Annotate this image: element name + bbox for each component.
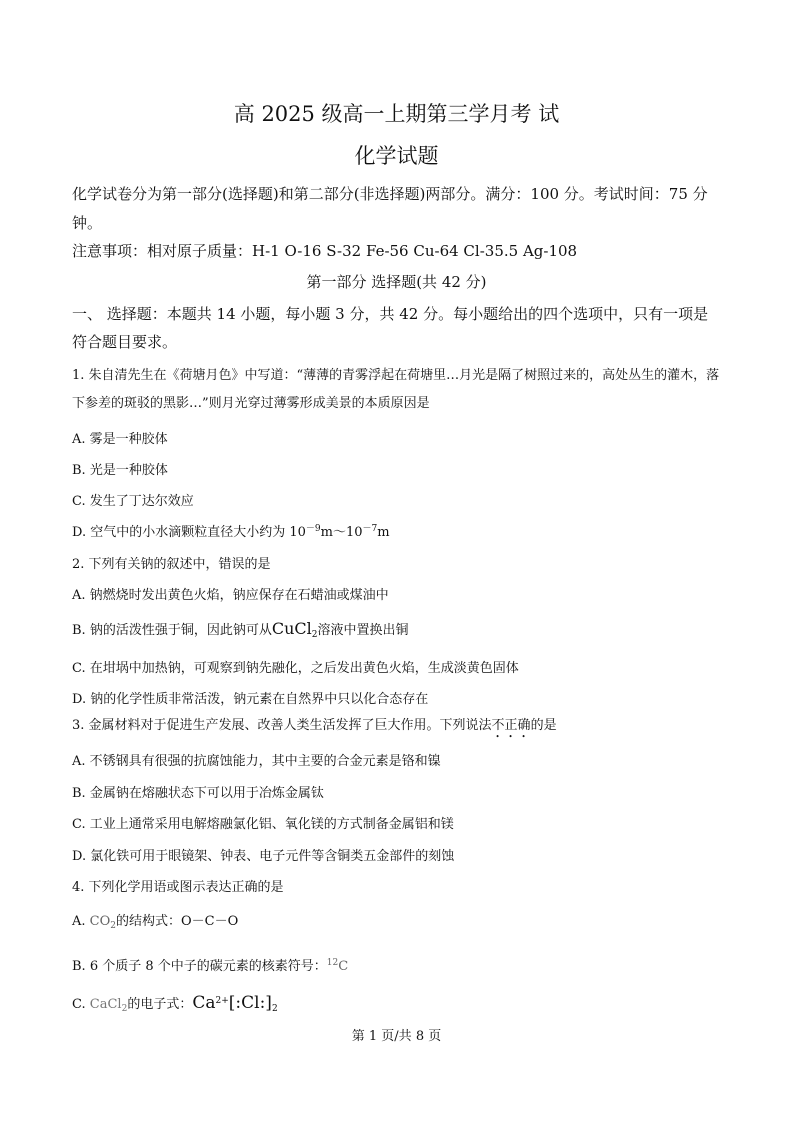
q3-option-c: C. 工业上通常采用电解熔融氯化铝、氧化镁的方式制备金属铝和镁 — [72, 817, 454, 832]
exam-subtitle: 化学试题 — [354, 144, 439, 168]
q1-option-a: A. 雾是一种胶体 — [72, 432, 168, 447]
intro-paragraph: 化学试卷分为第一部分(选择题)和第二部分(非选择题)两部分。满分：100 分。考试时间：75 分钟。 — [72, 185, 708, 232]
q2-option-d: D. 钠的化学性质非常活泼，钠元素在自然界中只以化合态存在 — [72, 692, 429, 707]
q3-stem: 3. 金属材料对于促进生产发展、改善人类生活发挥了巨大作用。下列说法不正确的是 — [72, 718, 557, 733]
q4-option-a: A. $CO_2$的结构式：O－C－O — [72, 914, 239, 931]
q3-option-a: A. 不锈钢具有很强的抗腐蚀能力，其中主要的合金元素是铬和镍 — [72, 754, 441, 769]
q4-stem: 4. 下列化学用语或图示表达正确的是 — [72, 880, 284, 895]
q1-option-b: B. 光是一种胶体 — [72, 463, 168, 478]
q4-option-b: B. 6 个质子 8 个中子的碳元素的核素符号：$^{12}$C — [72, 958, 349, 974]
q3-option-d: D. 氯化铁可用于眼镜架、钟表、电子元件等含铜类五金部件的刻蚀 — [72, 849, 455, 864]
exam-title: 高 2025 级高一上期第三学月考 试 — [233, 102, 560, 126]
q2-stem: 2. 下列有关钠的叙述中，错误的是 — [72, 557, 271, 572]
section-instructions: 一、 选择题：本题共 14 小题，每小题 3 分，共 42 分。每小题给出的四个选项中，只有一项是符合题目要求。 — [72, 305, 709, 351]
q1-option-d: D. 空气中的小水滴颗粒直径大小约为 $10^{-9}m\sim 10^{-7}m$ — [72, 524, 390, 540]
q2-option-b: B. 钠的活泼性强于铜，因此钠可从CuCl$_2$溶液中置换出铜 — [72, 619, 409, 640]
q4-option-c: C. CaCl$_2$的电子式：$Ca^{2+}[:Cl:]_2$ — [72, 993, 278, 1014]
q1-option-c: C. 发生了丁达尔效应 — [72, 494, 194, 509]
q2-option-a: A. 钠燃烧时发出黄色火焰，钠应保存在石蜡油或煤油中 — [72, 588, 389, 603]
q3-option-b: B. 金属钠在熔融状态下可以用于冶炼金属钛 — [72, 786, 324, 801]
notice-line: 注意事项：相对原子质量：H-1 O-16 S-32 Fe-56 Cu-64 Cl-35.5 Ag-108 — [72, 242, 578, 260]
page-footer: 第 1 页/共 8 页 — [351, 1029, 442, 1044]
q1-stem: 1. 朱自清先生在《荷塘月色》中写道：“薄薄的青雾浮起在荷塘里…月光是隔了树照过来的，高处丛生的灌木，落下参差的斑驳的黑影…”则月光穿过薄雾形成美景的本质原因是 — [72, 368, 720, 411]
part-title: 第一部分 选择题(共 42 分) — [306, 273, 487, 291]
emphasis-text: 不正确 — [491, 718, 531, 733]
electron-formula: $Ca^{2+}[:Cl:]_2$ — [192, 993, 278, 1014]
q2-option-c: C. 在坩埚中加热钠，可观察到钠先融化，之后发出黄色火焰，生成淡黄色固体 — [72, 661, 519, 676]
